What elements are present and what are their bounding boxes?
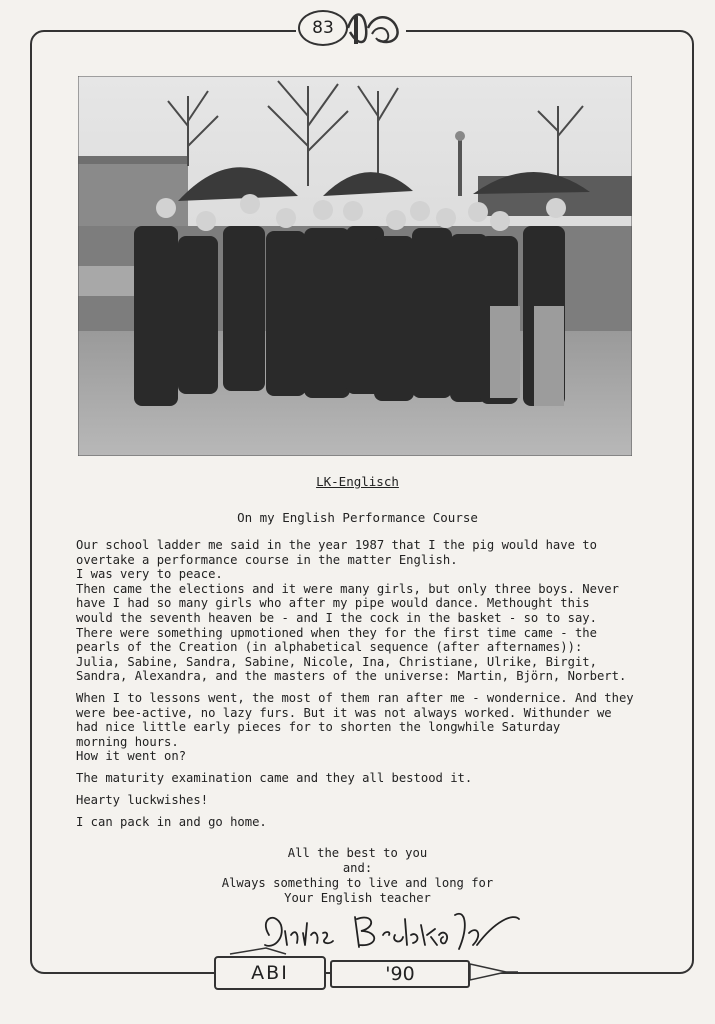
text-line: How it went on? [76,749,187,764]
course-title: LK-Englisch [316,474,399,489]
paragraph-4 [76,793,656,808]
text-line: The maturity examination came and they all bestood it. [76,771,473,785]
closing-line: Always something to live and long for [221,876,494,890]
closing [0,846,715,906]
text-line: morning hours. [76,734,179,749]
text-line: I can pack in and go home. [76,815,267,829]
paragraph-1 [76,538,656,684]
text-line: Our school ladder me said in the year 1987 that I the pig would have to [76,538,597,552]
text-line: When I to lessons went, the most of them ran after me - wondernice. And they [76,691,634,705]
text-line: had nice little early pieces for to shorten the longwhile Saturday [76,720,561,735]
subtitle: On my English Performance Course [237,510,478,525]
closing-line: Your English teacher [284,891,431,905]
text-line: Julia, Sabine, Sandra, Sabine, Nicole, Ina, Christiane, Ulrike, Birgit, [76,654,597,669]
text-line: pearls of the Creation (in alphabetical sequence (after afternames)): [76,640,583,655]
paragraph-3 [76,771,656,786]
footer-abi-label: ABI [214,956,326,990]
paragraph-2 [76,691,656,764]
class-photo [78,76,632,456]
text-line: Sandra, Alexandra, and the masters of the universe: Martin, Björn, Norbert. [76,669,627,684]
page-number: 83 [298,10,348,46]
text-line: I was very to peace. [76,567,223,582]
text-line: were bee-active, no lazy furs. But it was not always worked. Withunder we [76,705,612,720]
text-line: have I had so many girls who after my pipe would dance. Methought this [76,596,590,611]
text-line: Then came the elections and it were many girls, but only three boys. Never [76,581,619,596]
text-line: There were something upmotioned when they for the first time came - the [76,625,597,640]
text-line: would the seventh heaven be - and I the cock in the basket - so to say. [76,610,597,625]
footer-year-label: '90 [330,960,470,988]
closing-line: and: [342,861,373,875]
page-ornament-icon [346,6,406,52]
text-line: overtake a performance course in the matter English. [76,552,458,567]
text-line: Hearty luckwishes! [76,793,209,807]
closing-line: All the best to you [287,846,428,860]
paragraph-5 [76,815,656,830]
